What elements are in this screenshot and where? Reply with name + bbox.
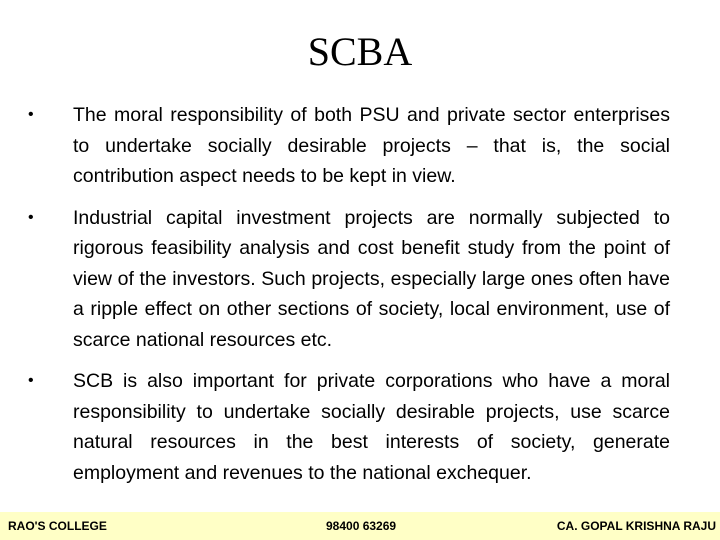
footer-bar	[0, 512, 720, 540]
bullet-text: SCB is also important for private corporations who have a moral responsibility to undertake socially desirable projects, use scarce natural resources in the best interests of society, generate employment and revenues to the national exchequer.	[73, 370, 670, 484]
slide-title: SCBA	[307, 29, 413, 74]
footer-phone-number: 98400 63269	[326, 519, 397, 533]
bullet-text: Industrial capital investment projects are normally subjected to rigorous feasibility analysis and cost benefit study from the point of view of the investors. Such projects, especially large ones often have a ripple effect on other sections of society, local environment, use of scarce national resources etc.	[73, 206, 670, 351]
footer-author-name: CA. GOPAL KRISHNA RAJU	[556, 519, 716, 533]
footer-college-name: RAO'S COLLEGE	[8, 519, 107, 533]
bullet-item	[28, 203, 670, 356]
bullet-item	[28, 100, 670, 192]
bullet-icon: •	[28, 208, 34, 226]
bullet-list	[0, 100, 720, 499]
bullet-icon: •	[28, 106, 34, 123]
bullet-text: The moral responsibility of both PSU and private sector enterprises to undertake socially desirable projects – that is, the social contribution aspect needs to be kept in view.	[73, 104, 670, 187]
bullet-icon: •	[28, 372, 34, 389]
bullet-item	[28, 366, 670, 488]
